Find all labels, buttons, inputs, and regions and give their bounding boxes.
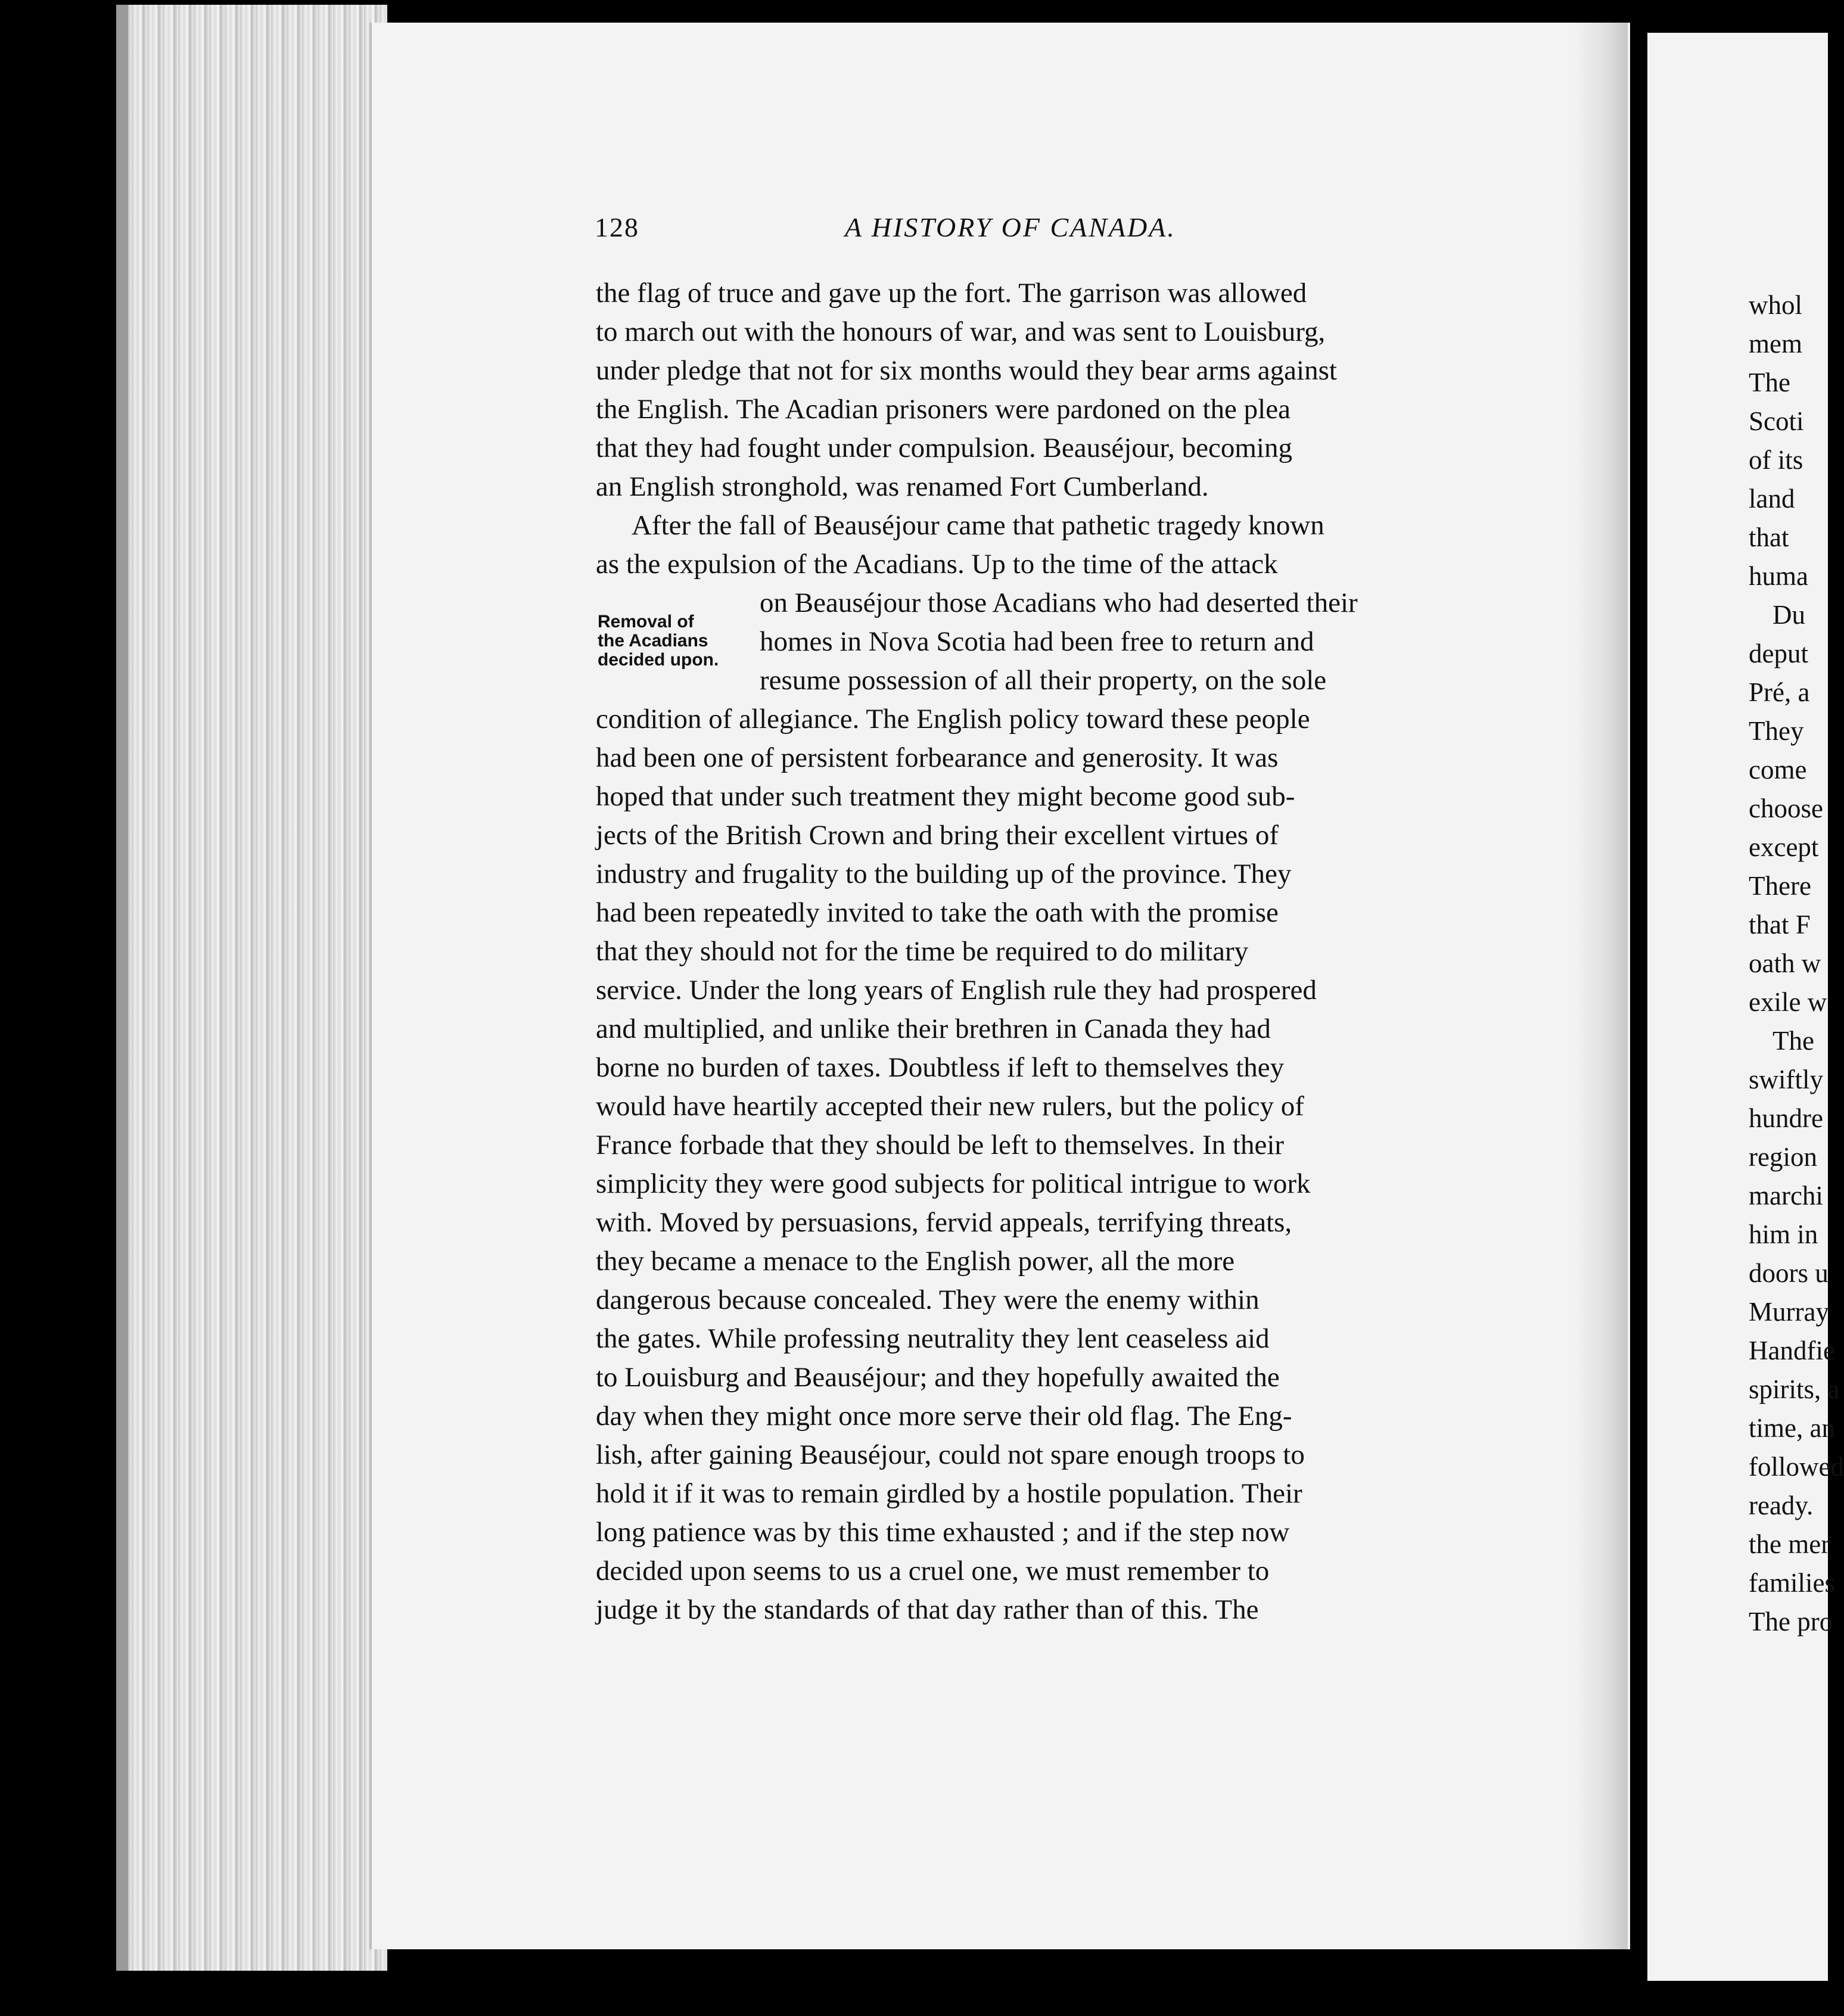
right-fragment: deput bbox=[1749, 639, 1808, 668]
right-fragment: There bbox=[1749, 871, 1811, 901]
right-fragment: him in bbox=[1749, 1219, 1818, 1249]
margin-note-line: the Acadians bbox=[598, 631, 708, 651]
page-number: 128 bbox=[595, 212, 639, 242]
text-line: hold it if it was to remain girdled by a hostile population. Their bbox=[596, 1478, 1302, 1509]
text-line: service. Under the long years of English rule they had prospered bbox=[596, 975, 1317, 1006]
right-fragment: huma bbox=[1749, 561, 1808, 591]
right-fragment: They bbox=[1749, 716, 1804, 746]
right-fragment: Du bbox=[1773, 600, 1805, 630]
right-fragment: Handfie bbox=[1749, 1336, 1835, 1365]
text-line: an English stronghold, was renamed Fort Cumberland. bbox=[596, 471, 1209, 502]
right-fragment: choose bbox=[1749, 794, 1823, 823]
right-fragment: swiftly bbox=[1749, 1065, 1824, 1094]
right-fragment: doors u bbox=[1749, 1258, 1829, 1288]
right-fragment: that bbox=[1749, 522, 1789, 552]
text-line: the gates. While professing neutrality they lent ceaseless aid bbox=[596, 1323, 1270, 1354]
text-line: industry and frugality to the building up of the province. They bbox=[596, 858, 1292, 889]
right-fragment: ready. bbox=[1749, 1491, 1814, 1520]
text-line: the flag of truce and gave up the fort. The garrison was allowed bbox=[596, 278, 1307, 309]
text-line: borne no burden of taxes. Doubtless if left to themselves they bbox=[596, 1052, 1285, 1083]
right-fragment: spirits, a bbox=[1749, 1374, 1840, 1404]
right-fragment: whol bbox=[1749, 290, 1802, 320]
text-line: judge it by the standards of that day rather than of this. The bbox=[596, 1594, 1259, 1625]
gutter-shadow bbox=[1573, 23, 1628, 1949]
text-line: hoped that under such treatment they might become good sub- bbox=[596, 781, 1295, 812]
right-fragment: hundre bbox=[1749, 1103, 1823, 1133]
right-fragment: oath w bbox=[1749, 948, 1821, 978]
text-line: as the expulsion of the Acadians. Up to the time of the attack bbox=[596, 549, 1278, 580]
right-fragment: time, an bbox=[1749, 1413, 1835, 1443]
right-fragment: the mer bbox=[1749, 1529, 1830, 1559]
text-line: and multiplied, and unlike their brethren in Canada they had bbox=[596, 1013, 1271, 1044]
right-fragment: come bbox=[1749, 755, 1807, 785]
text-line: the English. The Acadian prisoners were pardoned on the plea bbox=[596, 394, 1291, 425]
book-fore-edge bbox=[116, 5, 387, 1971]
text-line: jects of the British Crown and bring their excellent virtues of bbox=[596, 820, 1279, 851]
text-line: to march out with the honours of war, and was sent to Louisburg, bbox=[596, 316, 1326, 347]
right-fragment: Scoti bbox=[1749, 406, 1804, 436]
right-fragment: except bbox=[1749, 832, 1819, 862]
text-line: on Beauséjour those Acadians who had deserted their bbox=[760, 587, 1358, 618]
body-text bbox=[596, 274, 1472, 1629]
text-line: would have heartily accepted their new rulers, but the policy of bbox=[596, 1091, 1304, 1122]
text-line: to Louisburg and Beauséjour; and they hopefully awaited the bbox=[596, 1362, 1280, 1393]
text-line: decided upon seems to us a cruel one, we must remember to bbox=[596, 1555, 1270, 1586]
margin-note-line: decided upon. bbox=[598, 650, 719, 670]
text-line: After the fall of Beauséjour came that pathetic tragedy known bbox=[632, 510, 1324, 541]
text-line: had been one of persistent forbearance and generosity. It was bbox=[596, 742, 1279, 773]
right-fragment: The pro bbox=[1749, 1607, 1833, 1637]
right-fragment: Murray bbox=[1749, 1297, 1829, 1327]
right-fragment: that F bbox=[1749, 910, 1811, 939]
text-line: they became a menace to the English power, all the more bbox=[596, 1246, 1235, 1277]
right-fragment: marchi bbox=[1749, 1181, 1823, 1211]
right-fragment: mem bbox=[1749, 329, 1802, 359]
right-fragment: followed bbox=[1749, 1452, 1844, 1482]
right-fragment: The bbox=[1773, 1026, 1814, 1056]
right-fragment: region bbox=[1749, 1142, 1817, 1172]
running-head bbox=[595, 211, 1232, 253]
right-fragment: land bbox=[1749, 484, 1795, 514]
text-line: condition of allegiance. The English policy toward these people bbox=[596, 704, 1310, 735]
text-line: under pledge that not for six months would they bear arms against bbox=[596, 355, 1337, 386]
right-fragment: families bbox=[1749, 1568, 1835, 1598]
text-line: that they should not for the time be required to do military bbox=[596, 936, 1249, 967]
text-line: had been repeatedly invited to take the oath with the promise bbox=[596, 897, 1279, 928]
text-line: lish, after gaining Beauséjour, could not spare enough troops to bbox=[596, 1439, 1305, 1470]
right-page-text bbox=[1749, 286, 1844, 1641]
text-line: that they had fought under compulsion. Beauséjour, becoming bbox=[596, 433, 1292, 463]
book-spine-edge bbox=[116, 5, 128, 1971]
text-line: day when they might once more serve their old flag. The Eng- bbox=[596, 1401, 1292, 1432]
text-line: simplicity they were good subjects for political intrigue to work bbox=[596, 1168, 1311, 1199]
text-line: resume possession of all their property, on the sole bbox=[760, 665, 1327, 696]
right-fragment: Pré, a bbox=[1749, 677, 1810, 707]
right-fragment: The bbox=[1749, 368, 1790, 397]
text-line: with. Moved by persuasions, fervid appeals, terrifying threats, bbox=[596, 1207, 1292, 1238]
right-fragment: of its bbox=[1749, 445, 1803, 475]
text-line: France forbade that they should be left to themselves. In their bbox=[596, 1130, 1285, 1161]
text-line: long patience was by this time exhausted ; and if the step now bbox=[596, 1517, 1290, 1548]
text-line: homes in Nova Scotia had been free to return and bbox=[760, 626, 1314, 657]
book-title: A HISTORY OF CANADA. bbox=[845, 212, 1176, 242]
margin-note-line: Removal of bbox=[598, 612, 694, 631]
text-line: dangerous because concealed. They were the enemy within bbox=[596, 1284, 1260, 1315]
right-fragment: exile w bbox=[1749, 987, 1827, 1017]
